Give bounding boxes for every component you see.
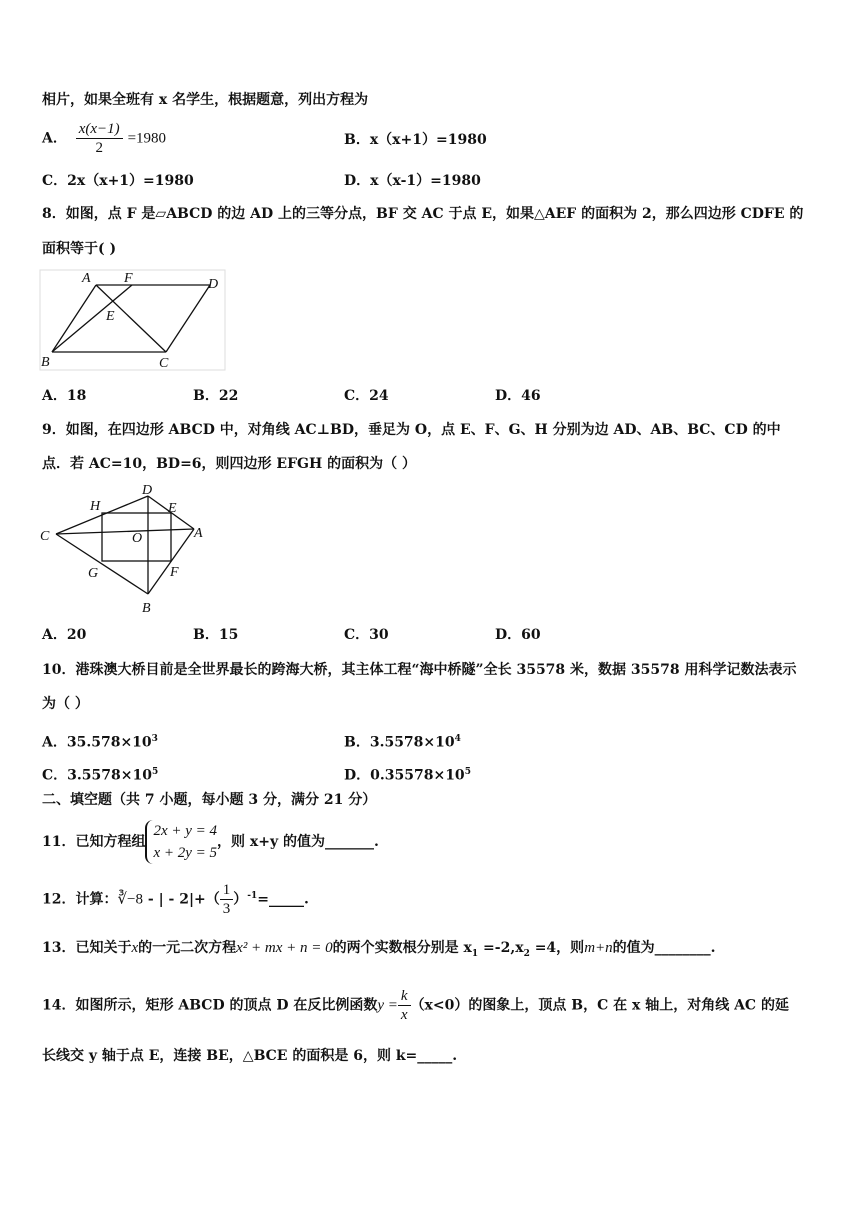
q9-option-c[interactable]: C．30 xyxy=(344,627,389,643)
q7-option-a-numerator: x(x−1) xyxy=(76,120,123,139)
q14-question-line2: 长线交 y 轴于点 E，连接 BE，△BCE 的面积是 6，则 k=_____. xyxy=(42,1048,458,1064)
q10-question-line2: 为（ ） xyxy=(42,696,89,712)
q10-option-c-text: C．3.5578×10 xyxy=(42,767,152,784)
q11-equation-2: x + 2y = 5 xyxy=(153,845,218,861)
q7-option-a-denominator: 2 xyxy=(95,140,103,156)
q7-option-a[interactable] xyxy=(42,120,166,157)
q8-option-a[interactable]: A．18 xyxy=(42,388,87,404)
q8-label-c: C xyxy=(159,356,169,371)
q9-question-line1: 9．如图，在四边形 ABCD 中，对角线 AC⊥BD，垂足为 O，点 E、F、G、H 分别为边 AD、AB、BC、CD 的中 xyxy=(42,422,781,438)
q13-subscript-1: 1 xyxy=(471,948,479,959)
q12-question xyxy=(42,881,309,918)
q9-option-d[interactable]: D．60 xyxy=(495,627,541,643)
q14-fraction-numerator: k xyxy=(398,987,411,1006)
q10-option-c-exponent: 5 xyxy=(151,767,159,777)
q12-fraction-numerator: 1 xyxy=(220,881,234,900)
q14-fraction xyxy=(398,987,411,1024)
q8-label-a: A xyxy=(82,271,91,286)
q7-option-b[interactable]: B．x（x+1）=1980 xyxy=(344,132,487,148)
q14-question-line1 xyxy=(42,987,789,1024)
q9-label-c: C xyxy=(40,529,50,544)
q12-prefix: 12．计算： xyxy=(42,891,118,908)
q12-exponent: -1 xyxy=(247,890,258,901)
q7-option-d[interactable]: D．x（x-1）=1980 xyxy=(344,173,481,189)
q10-option-a-text: A．35.578×10 xyxy=(42,734,152,751)
q8-label-e: E xyxy=(106,309,115,324)
q11-equation-system xyxy=(145,820,217,864)
q10-option-b-exponent: 4 xyxy=(454,734,461,744)
q8-label-d: D xyxy=(208,277,219,292)
q12-tail: =_____. xyxy=(257,891,309,908)
q9-option-a[interactable]: A．20 xyxy=(42,627,87,643)
q13-subscript-2: 2 xyxy=(523,948,530,959)
q9-diagonal-ac xyxy=(56,529,194,534)
q9-label-g: G xyxy=(88,566,99,581)
q10-option-b[interactable] xyxy=(344,730,461,752)
q7-option-a-fraction xyxy=(76,120,123,157)
section-2-heading: 二、填空题（共 7 小题，每小题 3 分，满分 21 分） xyxy=(42,792,377,808)
q13-m-plus-n: m+n xyxy=(584,940,613,956)
q12-fraction-denominator: 3 xyxy=(222,901,231,917)
q8-option-d[interactable]: D．46 xyxy=(495,388,541,404)
q13-tail-2: =-2,x xyxy=(478,940,524,956)
q8-question-line1: 8．如图，点 F 是▱ABCD 的边 AD 上的三等分点，BF 交 AC 于点 E，如果△AEF 的面积为 2，那么四边形 CDFE 的 xyxy=(42,206,804,222)
q13-tail-4: 的值为________. xyxy=(612,940,716,956)
q9-label-b: B xyxy=(142,601,151,616)
q10-option-a[interactable] xyxy=(42,730,158,752)
q9-label-d: D xyxy=(142,483,153,498)
q13-tail-1: 的两个实数根分别是 x xyxy=(332,940,472,956)
q10-option-d-exponent: 5 xyxy=(464,767,471,777)
q8-segment-bf xyxy=(52,285,132,352)
q7-option-a-rhs: =1980 xyxy=(127,130,167,147)
q13-variable: x xyxy=(131,940,139,956)
q9-option-b[interactable]: B．15 xyxy=(193,627,239,643)
q7-option-a-label: A． xyxy=(42,130,67,147)
q7-option-c[interactable]: C．2x（x+1）=1980 xyxy=(42,173,194,189)
q9-quadrilateral-figure xyxy=(36,482,216,617)
q9-label-f: F xyxy=(170,565,179,580)
q11-prefix: 11．已知方程组 xyxy=(42,834,146,850)
q8-label-b: B xyxy=(41,355,50,370)
q10-option-b-text: B．3.5578×10 xyxy=(344,734,455,751)
q10-option-c[interactable] xyxy=(42,763,158,785)
q8-question-line2: 面积等于( ) xyxy=(42,241,117,257)
q13-tail-3: =4，则 xyxy=(529,940,585,956)
q14-suffix: （x<0）的图象上，顶点 B，C 在 x 轴上，对角线 AC 的延 xyxy=(410,997,789,1014)
q10-option-a-exponent: 3 xyxy=(151,734,158,744)
q7-tail-text: 相片，如果全班有 x 名学生，根据题意，列出方程为 xyxy=(42,92,369,108)
q11-suffix: ，则 x+y 的值为_______. xyxy=(217,834,379,850)
q12-cube-root: ∛−8 xyxy=(117,891,144,908)
q9-question-line2: 点．若 AC=10，BD=6，则四边形 EFGH 的面积为（ ） xyxy=(42,456,416,472)
q8-side-ab xyxy=(52,285,96,352)
q8-label-f: F xyxy=(124,271,133,286)
q10-question-line1: 10．港珠澳大桥目前是全世界最长的跨海大桥，其主体工程“海中桥隧”全长 35578 米，数据 35578 用科学记数法表示 xyxy=(42,662,797,678)
q13-equation: x² + mx + n = 0 xyxy=(236,940,333,956)
q11-question xyxy=(42,820,379,864)
q8-option-c[interactable]: C．24 xyxy=(344,388,389,404)
q13-prefix: 13．已知关于 xyxy=(42,940,132,956)
q13-mid: 的一元二次方程 xyxy=(138,940,237,956)
q10-option-d-text: D．0.35578×10 xyxy=(344,767,465,784)
q14-prefix: 14．如图所示，矩形 ABCD 的顶点 D 在反比例函数 xyxy=(42,997,378,1014)
q9-label-h: H xyxy=(90,499,101,514)
q9-label-o: O xyxy=(132,531,143,546)
q12-close-paren: ） xyxy=(233,891,248,908)
q8-option-b[interactable]: B．22 xyxy=(193,388,239,404)
q8-side-cd xyxy=(166,285,210,352)
q14-fraction-denominator: x xyxy=(400,1007,408,1023)
q10-option-d[interactable] xyxy=(344,763,471,785)
q9-label-a: A xyxy=(194,526,203,541)
q12-fraction xyxy=(220,881,234,918)
q13-question xyxy=(42,939,716,963)
q14-y-equals: y = xyxy=(377,997,398,1014)
q12-middle: - | - 2|+（ xyxy=(143,891,220,908)
q8-parallelogram-figure xyxy=(38,268,228,373)
q11-equation-1: 2x + y = 4 xyxy=(153,823,218,839)
q9-label-e: E xyxy=(168,501,177,516)
